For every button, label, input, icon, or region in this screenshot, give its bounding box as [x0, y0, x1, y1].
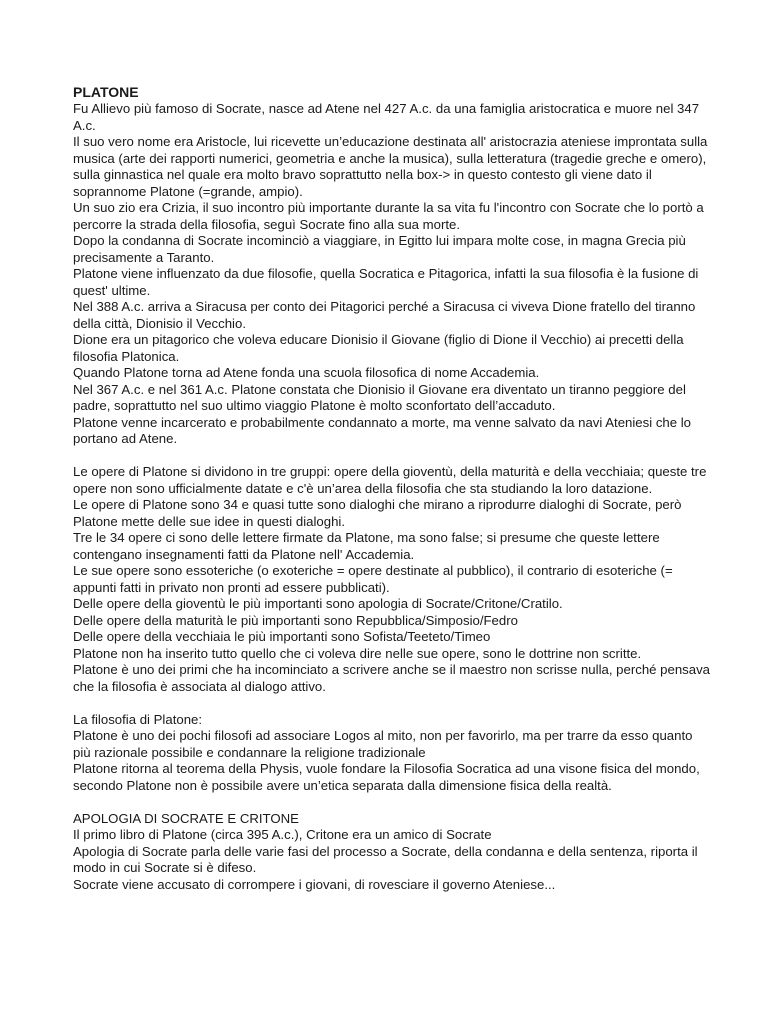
paragraph: Nel 367 A.c. e nel 361 A.c. Platone constata che Dionisio il Giovane era diventato un tiranno peggiore del padre, soprattutto nel suo ultimo viaggio Platone è molto sconfortato dell’accaduto.	[73, 381, 686, 413]
paragraph: Le sue opere sono essoteriche (o exoteriche = opere destinate al pubblico), il contrario di esoteriche (= appunti fatti in privato non pronti ad essere pubblicati).	[73, 563, 673, 595]
paragraph: Nel 388 A.c. arriva a Siracusa per conto dei Pitagorici perché a Siracusa ci viveva Dione fratello del tiranno della città, Dionisio il Vecchio.	[73, 299, 696, 331]
paragraph: Quando Platone torna ad Atene fonda una scuola filosofica di nome Accademia.	[73, 365, 540, 380]
paragraph: Platone venne incarcerato e probabilmente condannato a morte, ma venne salvato da navi Ateniesi che lo portano ad Atene.	[73, 414, 692, 446]
paragraph: Le opere di Platone si dividono in tre gruppi: opere della gioventù, della maturità e della vecchiaia; queste tre opere non sono ufficialmente datate e c'è un’area della filosofia che sta studiando la loro datazione.	[73, 464, 707, 496]
paragraph: La filosofia di Platone:	[73, 711, 203, 727]
paragraph: Apologia di Socrate parla delle varie fasi del processo a Socrate, della condanna e della sentenza, riporta il modo in cui Socrate si è difeso.	[73, 843, 698, 875]
paragraph: Delle opere della vecchiaia le più importanti sono Sofista/Teeteto/Timeo	[73, 629, 491, 644]
paragraph: APOLOGIA DI SOCRATE E CRITONE	[73, 810, 299, 826]
paragraph: Le opere di Platone sono 34 e quasi tutte sono dialoghi che mirano a riprodurre dialoghi di Socrate, però Platone mette delle sue idee in questi dialoghi.	[73, 497, 682, 529]
paragraph: Il suo vero nome era Aristocle, lui ricevette un’educazione destinata all' aristocrazia ateniese improntata sulla musica (arte dei rapporti numerici, geometria e anche la musica), sulla letteratura (tragedie greche e omero), sulla ginnastica nel quale era molto bravo soprattutto nella box-> in questo contesto gli viene dato il soprannome Platone (=grande, ampio).	[73, 134, 708, 199]
paragraph: Il primo libro di Platone (circa 395 A.c.), Critone era un amico di Socrate	[73, 827, 492, 842]
paragraph-spacer	[73, 448, 713, 465]
paragraph-spacer	[73, 695, 713, 712]
document-page	[73, 84, 713, 893]
paragraph: Platone ritorna al teorema della Physis, vuole fondare la Filosofia Socratica ad una visone fisica del mondo, secondo Platone non è possibile avere un’etica separata dalla dimensione fisica della realtà.	[73, 761, 700, 793]
paragraph: Platone non ha inserito tutto quello che ci voleva dire nelle sue opere, sono le dottrine non scritte.	[73, 645, 642, 661]
paragraph: Platone è uno dei pochi filosofi ad associare Logos al mito, non per favorirlo, ma per trarre da esso quanto più razionale possibile e condannare la religione tradizionale	[73, 728, 693, 760]
paragraph: Delle opere della gioventù le più importanti sono apologia di Socrate/Critone/Cratilo.	[73, 596, 563, 611]
paragraph: Socrate viene accusato di corrompere i giovani, di rovesciare il governo Ateniese...	[73, 876, 556, 892]
paragraph: Fu Allievo più famoso di Socrate, nasce ad Atene nel 427 A.c. da una famiglia aristocratica e muore nel 347 A.c.	[73, 101, 700, 133]
paragraph: Tre le 34 opere ci sono delle lettere firmate da Platone, ma sono false; si presume che queste lettere contengano insegnamenti fatti da Platone nell' Accademia.	[73, 530, 660, 562]
document-body	[73, 101, 713, 893]
paragraph-spacer	[73, 794, 713, 811]
paragraph: Dione era un pitagorico che voleva educare Dionisio il Giovane (figlio di Dione il Vecchio) ai precetti della filosofia Platonica.	[73, 332, 684, 364]
paragraph: Platone è uno dei primi che ha incominciato a scrivere anche se il maestro non scrisse nulla, perché pensava che la filosofia è associata al dialogo attivo.	[73, 662, 711, 694]
paragraph: Delle opere della maturità le più importanti sono Repubblica/Simposio/Fedro	[73, 612, 518, 628]
paragraph: Un suo zio era Crizia, il suo incontro più importante durante la sa vita fu l'incontro con Socrate che lo portò a percorre la strada della filosofia, seguì Socrate fino alla sua morte.	[73, 200, 704, 232]
paragraph: Dopo la condanna di Socrate incominciò a viaggiare, in Egitto lui impara molte cose, in magna Grecia più precisamente a Taranto.	[73, 233, 686, 265]
document-title: PLATONE	[73, 84, 139, 100]
paragraph: Platone viene influenzato da due filosofie, quella Socratica e Pitagorica, infatti la sua filosofia è la fusione di quest' ultime.	[73, 266, 699, 298]
